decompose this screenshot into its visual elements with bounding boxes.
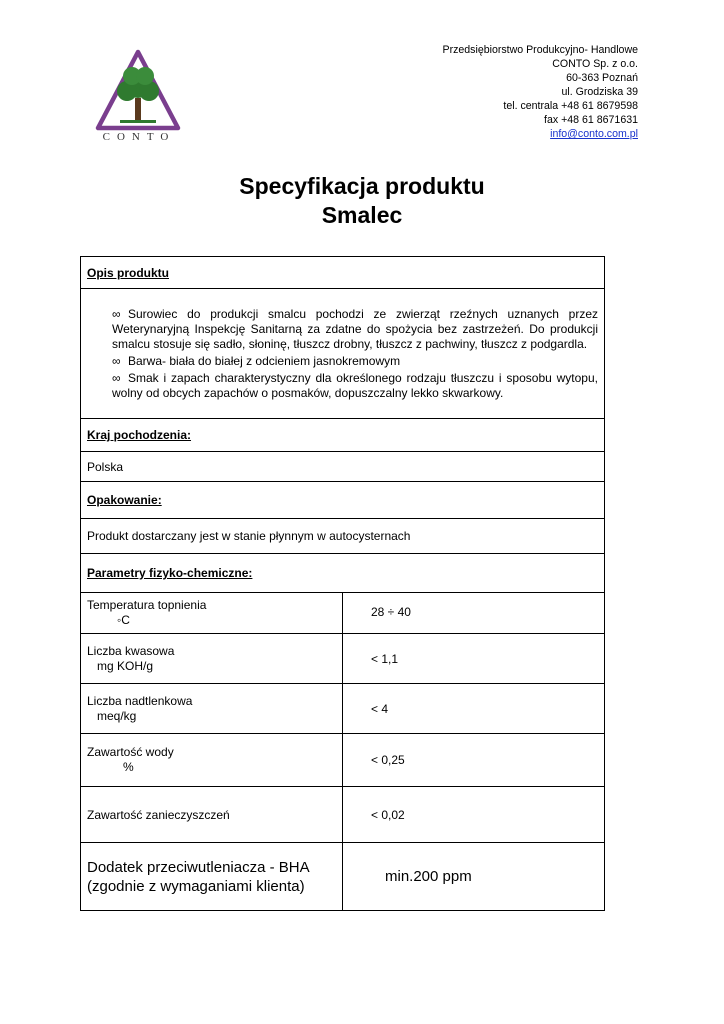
company-line: ul. Grodziska 39 bbox=[561, 86, 638, 98]
param-value: < 4 bbox=[343, 684, 605, 734]
param-name: Zawartość wody % bbox=[81, 734, 343, 787]
param-value: 28 ÷ 40 bbox=[343, 593, 605, 634]
table-row bbox=[81, 787, 605, 843]
list-item: ∞ Smak i zapach charakterystyczny dla określonego rodzaju tłuszczu i sposobu wytopu, wolny od obcych zapachów o posmaków, dopuszczalny lekko skwarkowy. bbox=[112, 370, 598, 400]
company-line: fax +48 61 8671631 bbox=[544, 114, 638, 126]
kraj-value: Polska bbox=[81, 452, 605, 482]
additive-value: min.200 ppm bbox=[343, 843, 605, 911]
section-header-parametry: Parametry fizyko-chemiczne: bbox=[81, 554, 605, 593]
table-row bbox=[81, 843, 605, 911]
section-header-opis: Opis produktu bbox=[81, 257, 605, 289]
company-line: Przedsiębiorstwo Produkcyjno- Handlowe bbox=[442, 44, 638, 56]
additive-name: Dodatek przeciwutleniacza - BHA (zgodnie z wymaganiami klienta) bbox=[81, 843, 343, 911]
infinity-bullet-icon: ∞ bbox=[112, 370, 121, 385]
email-link[interactable]: info@conto.com.pl bbox=[550, 128, 638, 140]
list-item: ∞ Surowiec do produkcji smalcu pochodzi ze zwierząt rzeźnych uznanych przez Weterynaryjną Inspekcję Sanitarną za zdatne do spożycia bez zastrzeżeń. Do produkcji smalcu stosuje się sadło, słoninę, tłuszcz drobny, tłuszcz z pachwiny, tłuszcz z podgardla. bbox=[112, 306, 598, 351]
company-line: 60-363 Poznań bbox=[566, 72, 638, 84]
infinity-bullet-icon: ∞ bbox=[112, 353, 121, 368]
list-item: ∞ Barwa- biała do białej z odcieniem jasnokremowym bbox=[112, 353, 401, 368]
param-name: Zawartość zanieczyszczeń bbox=[81, 787, 343, 843]
param-value: < 0,02 bbox=[343, 787, 605, 843]
param-name: Liczba nadtlenkowa meq/kg bbox=[81, 684, 343, 734]
section-header-opakowanie: Opakowanie: bbox=[81, 482, 605, 519]
infinity-bullet-icon: ∞ bbox=[112, 306, 121, 321]
table-row bbox=[81, 734, 605, 787]
title-line-1: Specyfikacja produktu bbox=[239, 173, 485, 199]
section-header-kraj: Kraj pochodzenia: bbox=[81, 419, 605, 452]
tree-icon bbox=[117, 67, 159, 123]
company-address bbox=[443, 43, 639, 141]
title-line-2: Smalec bbox=[321, 202, 403, 228]
company-line: CONTO Sp. z o.o. bbox=[552, 58, 638, 70]
company-line: tel. centrala +48 61 8679598 bbox=[503, 100, 638, 112]
param-name: Temperatura topnienia ◦C bbox=[81, 593, 343, 634]
param-name: Liczba kwasowa mg KOH/g bbox=[81, 634, 343, 684]
opakowanie-value: Produkt dostarczany jest w stanie płynnym w autocysternach bbox=[81, 519, 605, 554]
opis-cell bbox=[81, 289, 605, 419]
table-row bbox=[81, 593, 605, 634]
table-row bbox=[81, 684, 605, 734]
logo-wordmark: CONTO bbox=[102, 131, 176, 143]
param-value: < 0,25 bbox=[343, 734, 605, 787]
page-title bbox=[0, 172, 724, 230]
param-value: < 1,1 bbox=[343, 634, 605, 684]
specification-table bbox=[80, 256, 605, 911]
opis-list bbox=[87, 307, 598, 401]
table-row bbox=[81, 634, 605, 684]
